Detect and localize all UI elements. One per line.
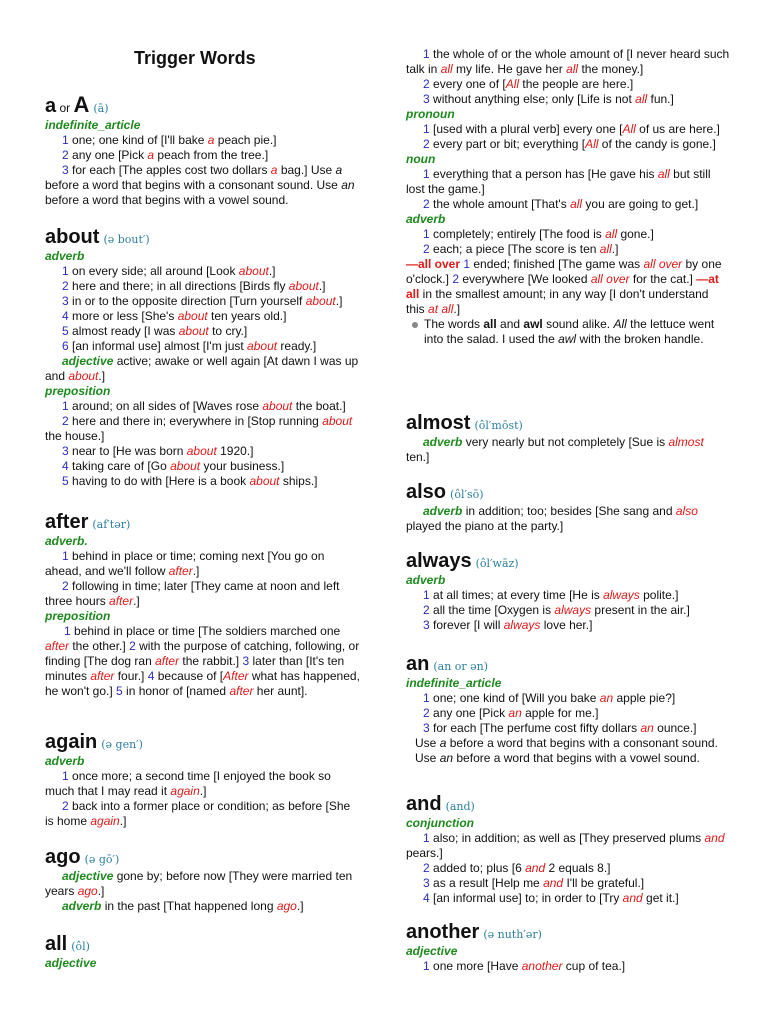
headword: also — [406, 481, 447, 503]
headword: ago — [45, 846, 81, 868]
headword: again — [45, 731, 98, 753]
entry-also — [406, 480, 730, 534]
definition: adverb very nearly but not completely [Sue is almost ten.] — [406, 435, 704, 464]
pronunciation: (an or ən) — [433, 660, 489, 673]
entry-an — [406, 652, 730, 766]
definition: 2 any one [Pick an apple for me.] — [423, 706, 599, 720]
part-of-speech: preposition — [45, 609, 111, 623]
definition: 2 all the time [Oxygen is always present in the air.] — [423, 603, 690, 617]
headword: always — [406, 550, 472, 572]
definition: 4 more or less [She's about ten years old.] — [62, 309, 287, 323]
headword: almost — [406, 412, 471, 434]
headword: all — [45, 933, 68, 955]
pronunciation: (af′tər) — [92, 518, 131, 531]
definition: 1 around; on all sides of [Waves rose about the boat.] — [62, 399, 346, 413]
part-of-speech: noun — [406, 152, 436, 166]
definition: 3 as a result [Help me and I'll be grateful.] — [423, 876, 645, 890]
definition: 3 for each [The perfume cost fifty dollars an ounce.] — [423, 721, 697, 735]
pronunciation: (ôl′sō) — [450, 488, 484, 501]
entry-all — [45, 932, 360, 971]
definition: 6 [an informal use] almost [I'm just about ready.] — [62, 339, 317, 353]
or-text: or — [59, 101, 71, 115]
entry-always — [406, 549, 730, 633]
entry-after — [45, 510, 360, 699]
definition: 2 here and there in; everywhere in [Stop running about the house.] — [45, 414, 353, 443]
part-of-speech: indefinite_article — [45, 118, 141, 132]
definition: 2 following in time; later [They came at noon and left three hours after.] — [45, 579, 340, 608]
definition: 1 the whole of or the whole amount of [I never heard such talk in all my life. He gave her all the money.] — [406, 47, 730, 76]
pronunciation: (ôl′wāz) — [475, 557, 519, 570]
definition: 1 one; one kind of [I'll bake a peach pie.] — [62, 133, 277, 147]
part-of-speech: pronoun — [406, 107, 455, 121]
definition: 1 once more; a second time [I enjoyed the book so much that I may read it again.] — [45, 769, 331, 798]
pronunciation: (and) — [445, 800, 475, 813]
pronunciation: (ôl′mōst) — [474, 419, 523, 432]
definition: 3 near to [He was born about 1920.] — [62, 444, 254, 458]
definition: adverb in the past [That happened long ago.] — [62, 899, 304, 913]
usage-note: The words all and awl sound alike. All the lettuce went into the salad. I used the awl with the broken handle. — [406, 317, 730, 347]
headword: an — [406, 653, 430, 675]
pronunciation: (ā) — [93, 102, 109, 115]
headword: and — [406, 793, 442, 815]
part-of-speech: adjective — [45, 956, 97, 970]
part-of-speech: adverb — [45, 754, 85, 768]
definition: 3 without anything else; only [Life is not all fun.] — [423, 92, 674, 106]
definition: 2 any one [Pick a peach from the tree.] — [62, 148, 269, 162]
headword: about — [45, 226, 100, 248]
definition: 2 back into a former place or condition; as before [She is home again.] — [45, 799, 351, 828]
definition: 1 everything that a person has [He gave his all but still lost the game.] — [406, 167, 711, 196]
definition: 1 one more [Have another cup of tea.] — [423, 959, 626, 973]
part-of-speech: indefinite_article — [406, 676, 502, 690]
definition: adjective gone by; before now [They were married ten years ago.] — [45, 869, 353, 898]
part-of-speech: adverb — [45, 249, 85, 263]
entry-again — [45, 730, 360, 829]
definition: 2 added to; plus [6 and 2 equals 8.] — [423, 861, 611, 875]
entry-about — [45, 225, 360, 489]
definition: 1 on every side; all around [Look about.] — [62, 264, 276, 278]
part-of-speech: adjective — [406, 944, 458, 958]
definition: 3 forever [I will always love her.] — [423, 618, 593, 632]
definition: 2 the whole amount [That's all you are going to get.] — [423, 197, 699, 211]
definition: 1 completely; entirely [The food is all gone.] — [423, 227, 654, 241]
entry-a — [45, 94, 360, 208]
part-of-speech: conjunction — [406, 816, 474, 830]
headword: another — [406, 921, 480, 943]
definition: 2 every part or bit; everything [All of the candy is gone.] — [423, 137, 716, 151]
entry-ago — [45, 845, 360, 914]
pronunciation: (ə gen′) — [101, 738, 143, 751]
usage-note: Use a before a word that begins with a consonant sound. Use an before a word that begins with a vowel sound. — [415, 736, 718, 765]
definition: adjective active; awake or well again [At dawn I was up and about.] — [45, 354, 359, 383]
definition: 5 almost ready [I was about to cry.] — [62, 324, 248, 338]
definition: 3 for each [The apples cost two dollars a bag.] Use a before a word that begins with a consonant sound. Use an before a word that begins with a vowel sound. — [45, 163, 355, 207]
definition: 4 [an informal use] to; in order to [Try and get it.] — [423, 891, 679, 905]
headword-alt: A — [73, 92, 90, 117]
entry-almost — [406, 411, 730, 465]
definition: 1 at all times; at every time [He is always polite.] — [423, 588, 679, 602]
definition: 2 here and there; in all directions [Birds fly about.] — [62, 279, 326, 293]
pronunciation: (ə gō′) — [84, 853, 120, 866]
part-of-speech: adverb — [406, 212, 446, 226]
definition: 5 having to do with [Here is a book about ships.] — [62, 474, 318, 488]
entry-another — [406, 920, 730, 974]
pronunciation: (ôl) — [71, 940, 90, 953]
headword: after — [45, 511, 89, 533]
definition: 3 in or to the opposite direction [Turn yourself about.] — [62, 294, 343, 308]
bullet-icon — [412, 322, 418, 328]
definition: 2 every one of [All the people are here.] — [423, 77, 634, 91]
page-title: Trigger Words — [134, 48, 256, 68]
definition: 1 [used with a plural verb] every one [All of us are here.] — [423, 122, 720, 136]
pronunciation: (ə bout′) — [103, 233, 150, 246]
pronunciation: (ə nuth′ər) — [483, 928, 542, 941]
definition: 4 taking care of [Go about your business.] — [62, 459, 285, 473]
part-of-speech: preposition — [45, 384, 111, 398]
definition: 2 each; a piece [The score is ten all.] — [423, 242, 619, 256]
definition: adverb in addition; too; besides [She sang and also played the piano at the party.] — [406, 504, 698, 533]
definition: 1 one; one kind of [Will you bake an apple pie?] — [423, 691, 676, 705]
entry-all-continued — [406, 47, 730, 347]
part-of-speech: adverb — [406, 573, 446, 587]
part-of-speech: adverb. — [45, 534, 88, 548]
definition: 1 behind in place or time [The soldiers marched one after the other.] 2 with the purpose of catching, following, or finding [The dog ran after the rabbit.] 3 later than [It's ten minutes after four.] 4 because of [After what has happened, he won't go.] 5 in honor of [named after her aunt]. — [45, 624, 360, 698]
definition: 1 also; in addition; as well as [They preserved plums and pears.] — [406, 831, 725, 860]
entry-and — [406, 792, 730, 906]
headword: a — [45, 95, 57, 117]
definition: 1 behind in place or time; coming next [You go on ahead, and we'll follow after.] — [45, 549, 325, 578]
phrase: —all over 1 ended; finished [The game was all over by one o'clock.] 2 everywhere [We looked all over for the cat.] —at all in the smallest amount; in any way [I don't understand this at all.] — [406, 257, 722, 316]
